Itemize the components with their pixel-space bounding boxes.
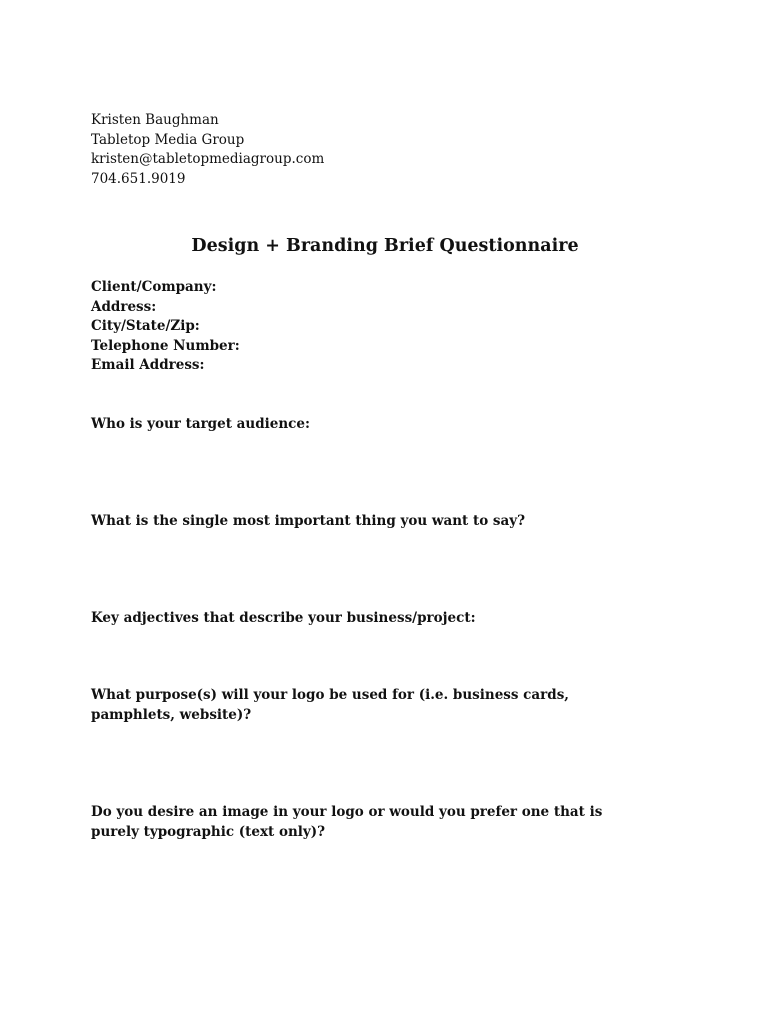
field-email: Email Address: xyxy=(91,357,205,373)
question-logo-image: Do you desire an image in your logo or would you prefer one that is purely typographic (text only)? xyxy=(91,804,603,840)
question-target-audience: Who is your target audience: xyxy=(91,416,310,432)
field-city-state-zip: City/State/Zip: xyxy=(91,318,200,334)
field-telephone: Telephone Number: xyxy=(91,337,240,354)
question-key-adjectives: Key adjectives that describe your business/project: xyxy=(91,610,476,626)
sender-name: Kristen Baughman xyxy=(91,112,219,128)
client-fields xyxy=(91,278,240,376)
question-key-message: What is the single most important thing you want to say? xyxy=(91,513,526,529)
sender-phone: 704.651.9019 xyxy=(91,170,186,187)
document-title: Design + Branding Brief Questionnaire xyxy=(191,236,579,256)
sender-email: kristen@tabletopmediagroup.com xyxy=(91,151,325,167)
field-client-company: Client/Company: xyxy=(91,279,217,295)
sender-block xyxy=(91,111,324,189)
question-logo-purpose: What purpose(s) will your logo be used for (i.e. business cards, pamphlets, website)? xyxy=(91,687,570,723)
sender-company: Tabletop Media Group xyxy=(91,131,245,148)
field-address: Address: xyxy=(91,298,157,315)
